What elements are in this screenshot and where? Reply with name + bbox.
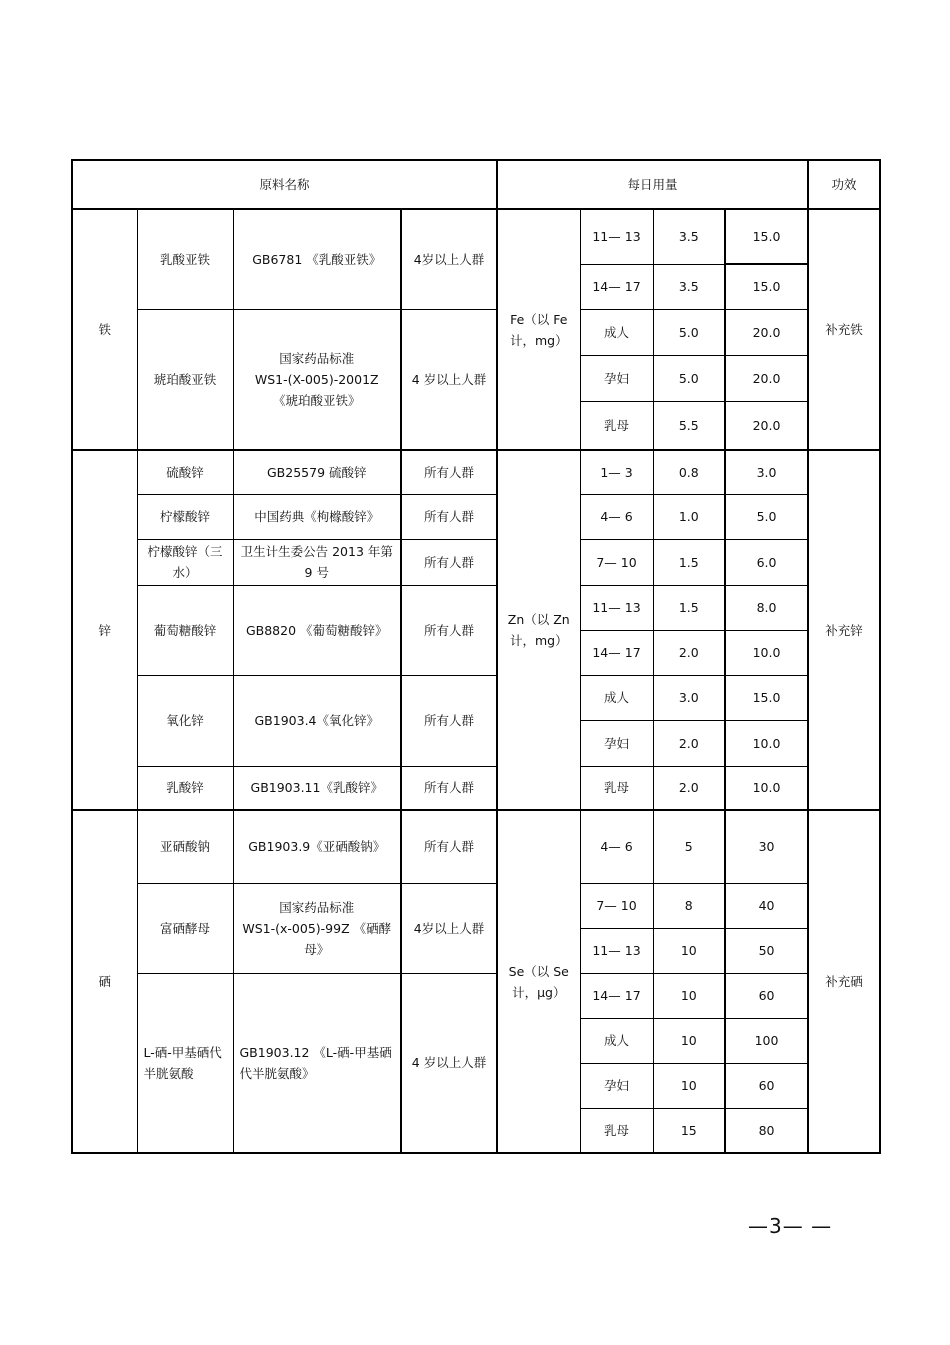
dose-min: 3.5	[653, 264, 725, 309]
dose-age: 乳母	[580, 1108, 653, 1153]
element-selenium: 硒	[72, 810, 137, 1153]
dose-max: 10.0	[725, 720, 808, 766]
dose-max: 20.0	[725, 401, 808, 450]
dose-min: 10	[653, 1018, 725, 1063]
element-zinc: 锌	[72, 450, 137, 810]
material-name: 柠檬酸锌（三水）	[137, 539, 233, 585]
dose-max: 60	[725, 1063, 808, 1108]
nutrient-table	[71, 159, 881, 1154]
efficacy-iron: 补充铁	[808, 209, 880, 450]
material-standard: GB1903.12 《L-硒-甲基硒代半胱氨酸》	[233, 973, 401, 1153]
header-material-name: 原料名称	[72, 160, 497, 209]
dose-min: 8	[653, 883, 725, 928]
dose-min: 1.5	[653, 585, 725, 630]
dose-min: 10	[653, 928, 725, 973]
dose-max: 30	[725, 810, 808, 883]
material-name: 乳酸亚铁	[137, 209, 233, 309]
dose-max: 8.0	[725, 585, 808, 630]
dose-age: 孕妇	[580, 355, 653, 401]
material-crowd: 所有人群	[401, 494, 497, 539]
material-crowd: 所有人群	[401, 539, 497, 585]
dose-age: 乳母	[580, 766, 653, 810]
material-crowd: 4岁以上人群	[401, 209, 497, 309]
unit-zinc: Zn（以 Zn 计，mg）	[497, 450, 580, 810]
dose-max: 15.0	[725, 209, 808, 264]
material-name: 富硒酵母	[137, 883, 233, 973]
material-crowd: 所有人群	[401, 766, 497, 810]
material-standard: GB1903.4《氧化锌》	[233, 675, 401, 766]
dose-min: 2.0	[653, 630, 725, 675]
standard-line: WS1-(x-005)-99Z 《硒酵母》	[242, 920, 392, 957]
material-name: 柠檬酸锌	[137, 494, 233, 539]
dose-max: 50	[725, 928, 808, 973]
material-standard: GB1903.9《亚硒酸钠》	[233, 810, 401, 883]
material-crowd: 4 岁以上人群	[401, 309, 497, 450]
standard-line: 国家药品标准	[279, 899, 355, 915]
dose-min: 1.5	[653, 539, 725, 585]
dose-max: 60	[725, 973, 808, 1018]
unit-iron: Fe（以 Fe 计，mg）	[497, 209, 580, 450]
dose-min: 3.5	[653, 209, 725, 264]
dose-age: 14— 17	[580, 973, 653, 1018]
dose-min: 5.0	[653, 309, 725, 355]
material-name: L-硒-甲基硒代半胱氨酸	[137, 973, 233, 1153]
material-name: 葡萄糖酸锌	[137, 585, 233, 675]
dose-min: 2.0	[653, 766, 725, 810]
standard-line: 国家药品标准	[279, 350, 355, 366]
material-crowd: 所有人群	[401, 675, 497, 766]
dose-min: 0.8	[653, 450, 725, 494]
dose-max: 6.0	[725, 539, 808, 585]
dose-age: 4— 6	[580, 494, 653, 539]
material-name: 硫酸锌	[137, 450, 233, 494]
material-standard: GB6781 《乳酸亚铁》	[233, 209, 401, 309]
material-crowd: 4 岁以上人群	[401, 973, 497, 1153]
dose-age: 孕妇	[580, 720, 653, 766]
efficacy-selenium: 补充硒	[808, 810, 880, 1153]
material-crowd: 所有人群	[401, 810, 497, 883]
dose-max: 15.0	[725, 675, 808, 720]
dose-min: 5.0	[653, 355, 725, 401]
material-name: 氧化锌	[137, 675, 233, 766]
dose-min: 1.0	[653, 494, 725, 539]
dose-age: 4— 6	[580, 810, 653, 883]
header-efficacy: 功效	[808, 160, 880, 209]
dose-max: 15.0	[725, 264, 808, 309]
standard-line: WS1-(X-005)-2001Z	[254, 371, 379, 387]
dose-max: 5.0	[725, 494, 808, 539]
dose-min: 2.0	[653, 720, 725, 766]
material-standard: GB1903.11《乳酸锌》	[233, 766, 401, 810]
dose-age: 11— 13	[580, 585, 653, 630]
dose-age: 7— 10	[580, 539, 653, 585]
dose-min: 10	[653, 973, 725, 1018]
unit-selenium: Se（以 Se 计，μg）	[497, 810, 580, 1153]
dose-age: 11— 13	[580, 209, 653, 264]
page-number: —3— —	[748, 1214, 833, 1238]
dose-age: 乳母	[580, 401, 653, 450]
dose-age: 成人	[580, 675, 653, 720]
material-crowd: 所有人群	[401, 450, 497, 494]
dose-age: 14— 17	[580, 264, 653, 309]
material-standard	[233, 883, 401, 973]
dose-max: 20.0	[725, 309, 808, 355]
material-crowd: 4岁以上人群	[401, 883, 497, 973]
dose-age: 11— 13	[580, 928, 653, 973]
dose-max: 20.0	[725, 355, 808, 401]
dose-min: 3.0	[653, 675, 725, 720]
material-name: 亚硒酸钠	[137, 810, 233, 883]
material-standard: GB25579 硫酸锌	[233, 450, 401, 494]
standard-line: 《琥珀酸亚铁》	[272, 392, 361, 408]
dose-age: 成人	[580, 309, 653, 355]
header-daily-dosage: 每日用量	[497, 160, 808, 209]
material-standard: GB8820 《葡萄糖酸锌》	[233, 585, 401, 675]
material-standard: 中国药典《枸橼酸锌》	[233, 494, 401, 539]
material-crowd: 所有人群	[401, 585, 497, 675]
dose-max: 80	[725, 1108, 808, 1153]
dose-max: 10.0	[725, 766, 808, 810]
dose-max: 10.0	[725, 630, 808, 675]
element-iron: 铁	[72, 209, 137, 450]
dose-age: 7— 10	[580, 883, 653, 928]
dose-age: 成人	[580, 1018, 653, 1063]
dose-min: 5	[653, 810, 725, 883]
material-name: 琥珀酸亚铁	[137, 309, 233, 450]
material-standard: 卫生计生委公告 2013 年第 9 号	[233, 539, 401, 585]
dose-max: 100	[725, 1018, 808, 1063]
dose-min: 10	[653, 1063, 725, 1108]
dose-max: 40	[725, 883, 808, 928]
dose-min: 15	[653, 1108, 725, 1153]
dose-max: 3.0	[725, 450, 808, 494]
dose-age: 1— 3	[580, 450, 653, 494]
material-name: 乳酸锌	[137, 766, 233, 810]
dose-age: 14— 17	[580, 630, 653, 675]
efficacy-zinc: 补充锌	[808, 450, 880, 810]
dose-age: 孕妇	[580, 1063, 653, 1108]
dose-min: 5.5	[653, 401, 725, 450]
material-standard	[233, 309, 401, 450]
